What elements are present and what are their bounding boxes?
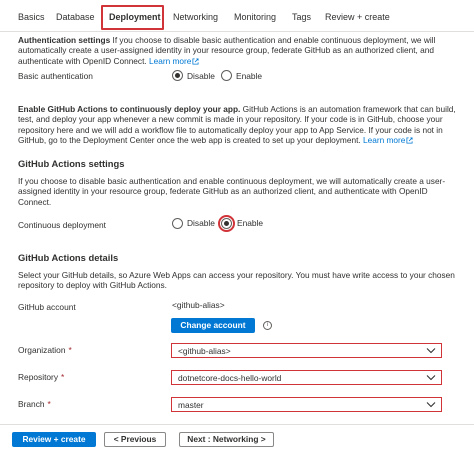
auth-settings-title: Authentication settings [18,35,111,45]
github-actions-settings-heading: GitHub Actions settings [18,158,125,169]
tab-tags[interactable]: Tags [292,12,312,22]
chevron-down-icon [426,401,436,408]
previous-button[interactable]: < Previous [104,432,166,447]
tab-review-create[interactable]: Review + create [325,12,390,22]
repository-select-value: dotnetcore-docs-hello-world [178,373,282,383]
change-account-button[interactable]: Change account [171,318,255,333]
chevron-down-icon [426,374,436,381]
organization-select-value: <github-alias> [178,346,231,356]
next-networking-button[interactable]: Next : Networking > [179,432,274,447]
info-icon[interactable]: i [263,321,272,330]
basic-auth-disable-radio[interactable] [172,70,183,81]
github-actions-details-heading: GitHub Actions details [18,252,119,263]
tab-basics[interactable]: Basics [18,12,45,22]
branch-select[interactable] [171,397,442,412]
basic-auth-enable-radio[interactable] [221,70,232,81]
continuous-deployment-disable-label: Disable [187,218,215,228]
organization-label: Organization * [18,345,72,355]
tab-database[interactable]: Database [56,12,95,22]
auth-settings-description: Authentication settings If you choose to disable basic authentication and enable continuous deployment, we will automatically create a user-assigned identity in your resource group, federate GitHub as an authorized client, and authenticate with OpenID Connect. Learn more [18,35,436,66]
github-account-label: GitHub account [18,302,76,312]
repository-select[interactable] [171,370,442,385]
branch-select-value: master [178,400,204,410]
footer-divider [0,424,474,425]
external-link-icon [406,137,413,144]
basic-auth-enable-label: Enable [236,71,263,81]
tab-monitoring[interactable]: Monitoring [234,12,277,22]
organization-select[interactable] [171,343,442,358]
review-create-button[interactable]: Review + create [12,432,96,447]
enable-radio-highlight [218,215,235,232]
branch-label: Branch * [18,399,51,409]
tab-deployment[interactable]: Deployment [109,12,161,22]
github-actions-settings-description: If you choose to disable basic authentication and enable continuous deployment, we will automatically create a user- assigned identity in your resource group, federate GitHub as an authorized client, and authenticate with OpenID Connect. [18,176,446,207]
github-account-value: <github-alias> [172,300,225,310]
basic-auth-label: Basic authentication [18,71,93,81]
continuous-deployment-label: Continuous deployment [18,220,106,230]
tab-bar [0,0,474,32]
basic-auth-disable-label: Disable [187,71,215,81]
github-actions-learn-more-link[interactable]: Learn more [362,135,406,146]
tab-networking[interactable]: Networking [173,12,219,22]
continuous-deployment-disable-radio[interactable] [172,218,183,229]
github-actions-details-description: Select your GitHub details, so Azure Web Apps can access your repository. You must have write access to your chosen repository to deploy with GitHub Actions. [18,270,455,291]
github-actions-description: Enable GitHub Actions to continuously deploy your app. GitHub Actions is an automation framework that can build, test, and deploy your app whenever a new commit is made in your repository. If your code is in GitHub, choose your repository here and we will add a workflow file to automatically deploy your app to App Service. If your code is not in GitHub, go to the Deployment Center once the web app is created to set up your deployment. Learn more [18,104,456,146]
deployment-tab-highlight [101,5,164,30]
continuous-deployment-enable-label: Enable [237,218,264,228]
external-link-icon [192,58,199,65]
github-actions-title: Enable GitHub Actions to continuously deploy your app. [18,104,241,114]
chevron-down-icon [426,347,436,354]
repository-label: Repository * [18,372,65,382]
auth-learn-more-link[interactable]: Learn more [148,55,192,66]
